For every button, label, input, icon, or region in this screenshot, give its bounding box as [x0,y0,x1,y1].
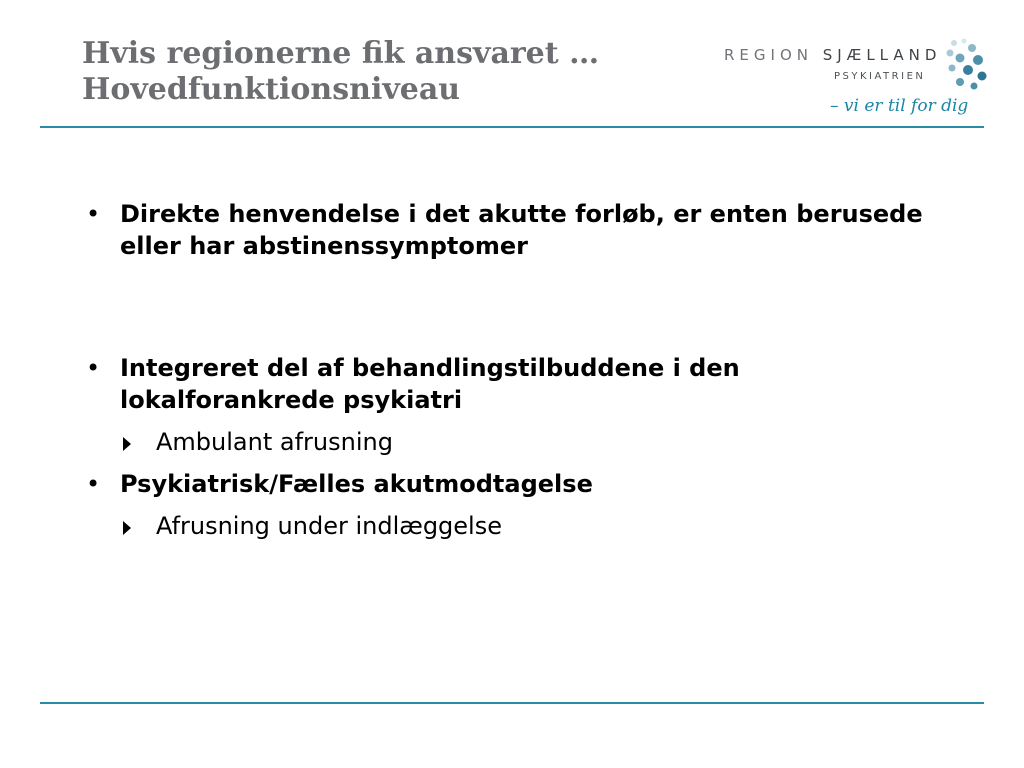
sub-bullet-text: Afrusning under indlæggelse [156,512,502,540]
region-logo [720,38,990,128]
bullet-item [82,468,942,500]
arrow-right-icon [123,521,131,535]
slide-title-line-2: Hovedfunktionsniveau [82,72,461,107]
bullet-dot-icon: • [86,470,101,498]
bullet-dot-icon: • [86,354,101,382]
logo-dots-icon [946,38,990,94]
logo-department: PSYKIATRIEN [834,71,926,82]
bullet-text: Direkte henvendelse i det akutte forløb, er enten berusede eller har abstinenssymptomer [120,200,923,260]
logo-tagline: – vi er til for dig [830,96,969,116]
logo-region-text [724,46,941,64]
logo-region-prefix: REGION [724,46,813,64]
arrow-right-icon [123,437,131,451]
bullet-text: Psykiatrisk/Fælles akutmodtagelse [120,470,593,498]
bullet-text: Integreret del af behandlingstilbuddene i den lokalforankrede psykiatri [120,354,740,414]
logo-region-name: SJÆLLAND [822,46,942,64]
bullet-item [82,352,942,416]
bottom-divider [40,702,984,704]
bullet-list [82,198,942,542]
bullet-item [82,198,942,262]
sub-bullet-item [82,510,942,542]
slide-title [82,36,702,108]
slide-title-line-1: Hvis regionerne fik ansvaret … [82,36,600,71]
sub-bullet-text: Ambulant afrusning [156,428,393,456]
bullet-dot-icon: • [86,200,101,228]
top-divider [40,126,984,128]
sub-bullet-item [82,426,942,458]
